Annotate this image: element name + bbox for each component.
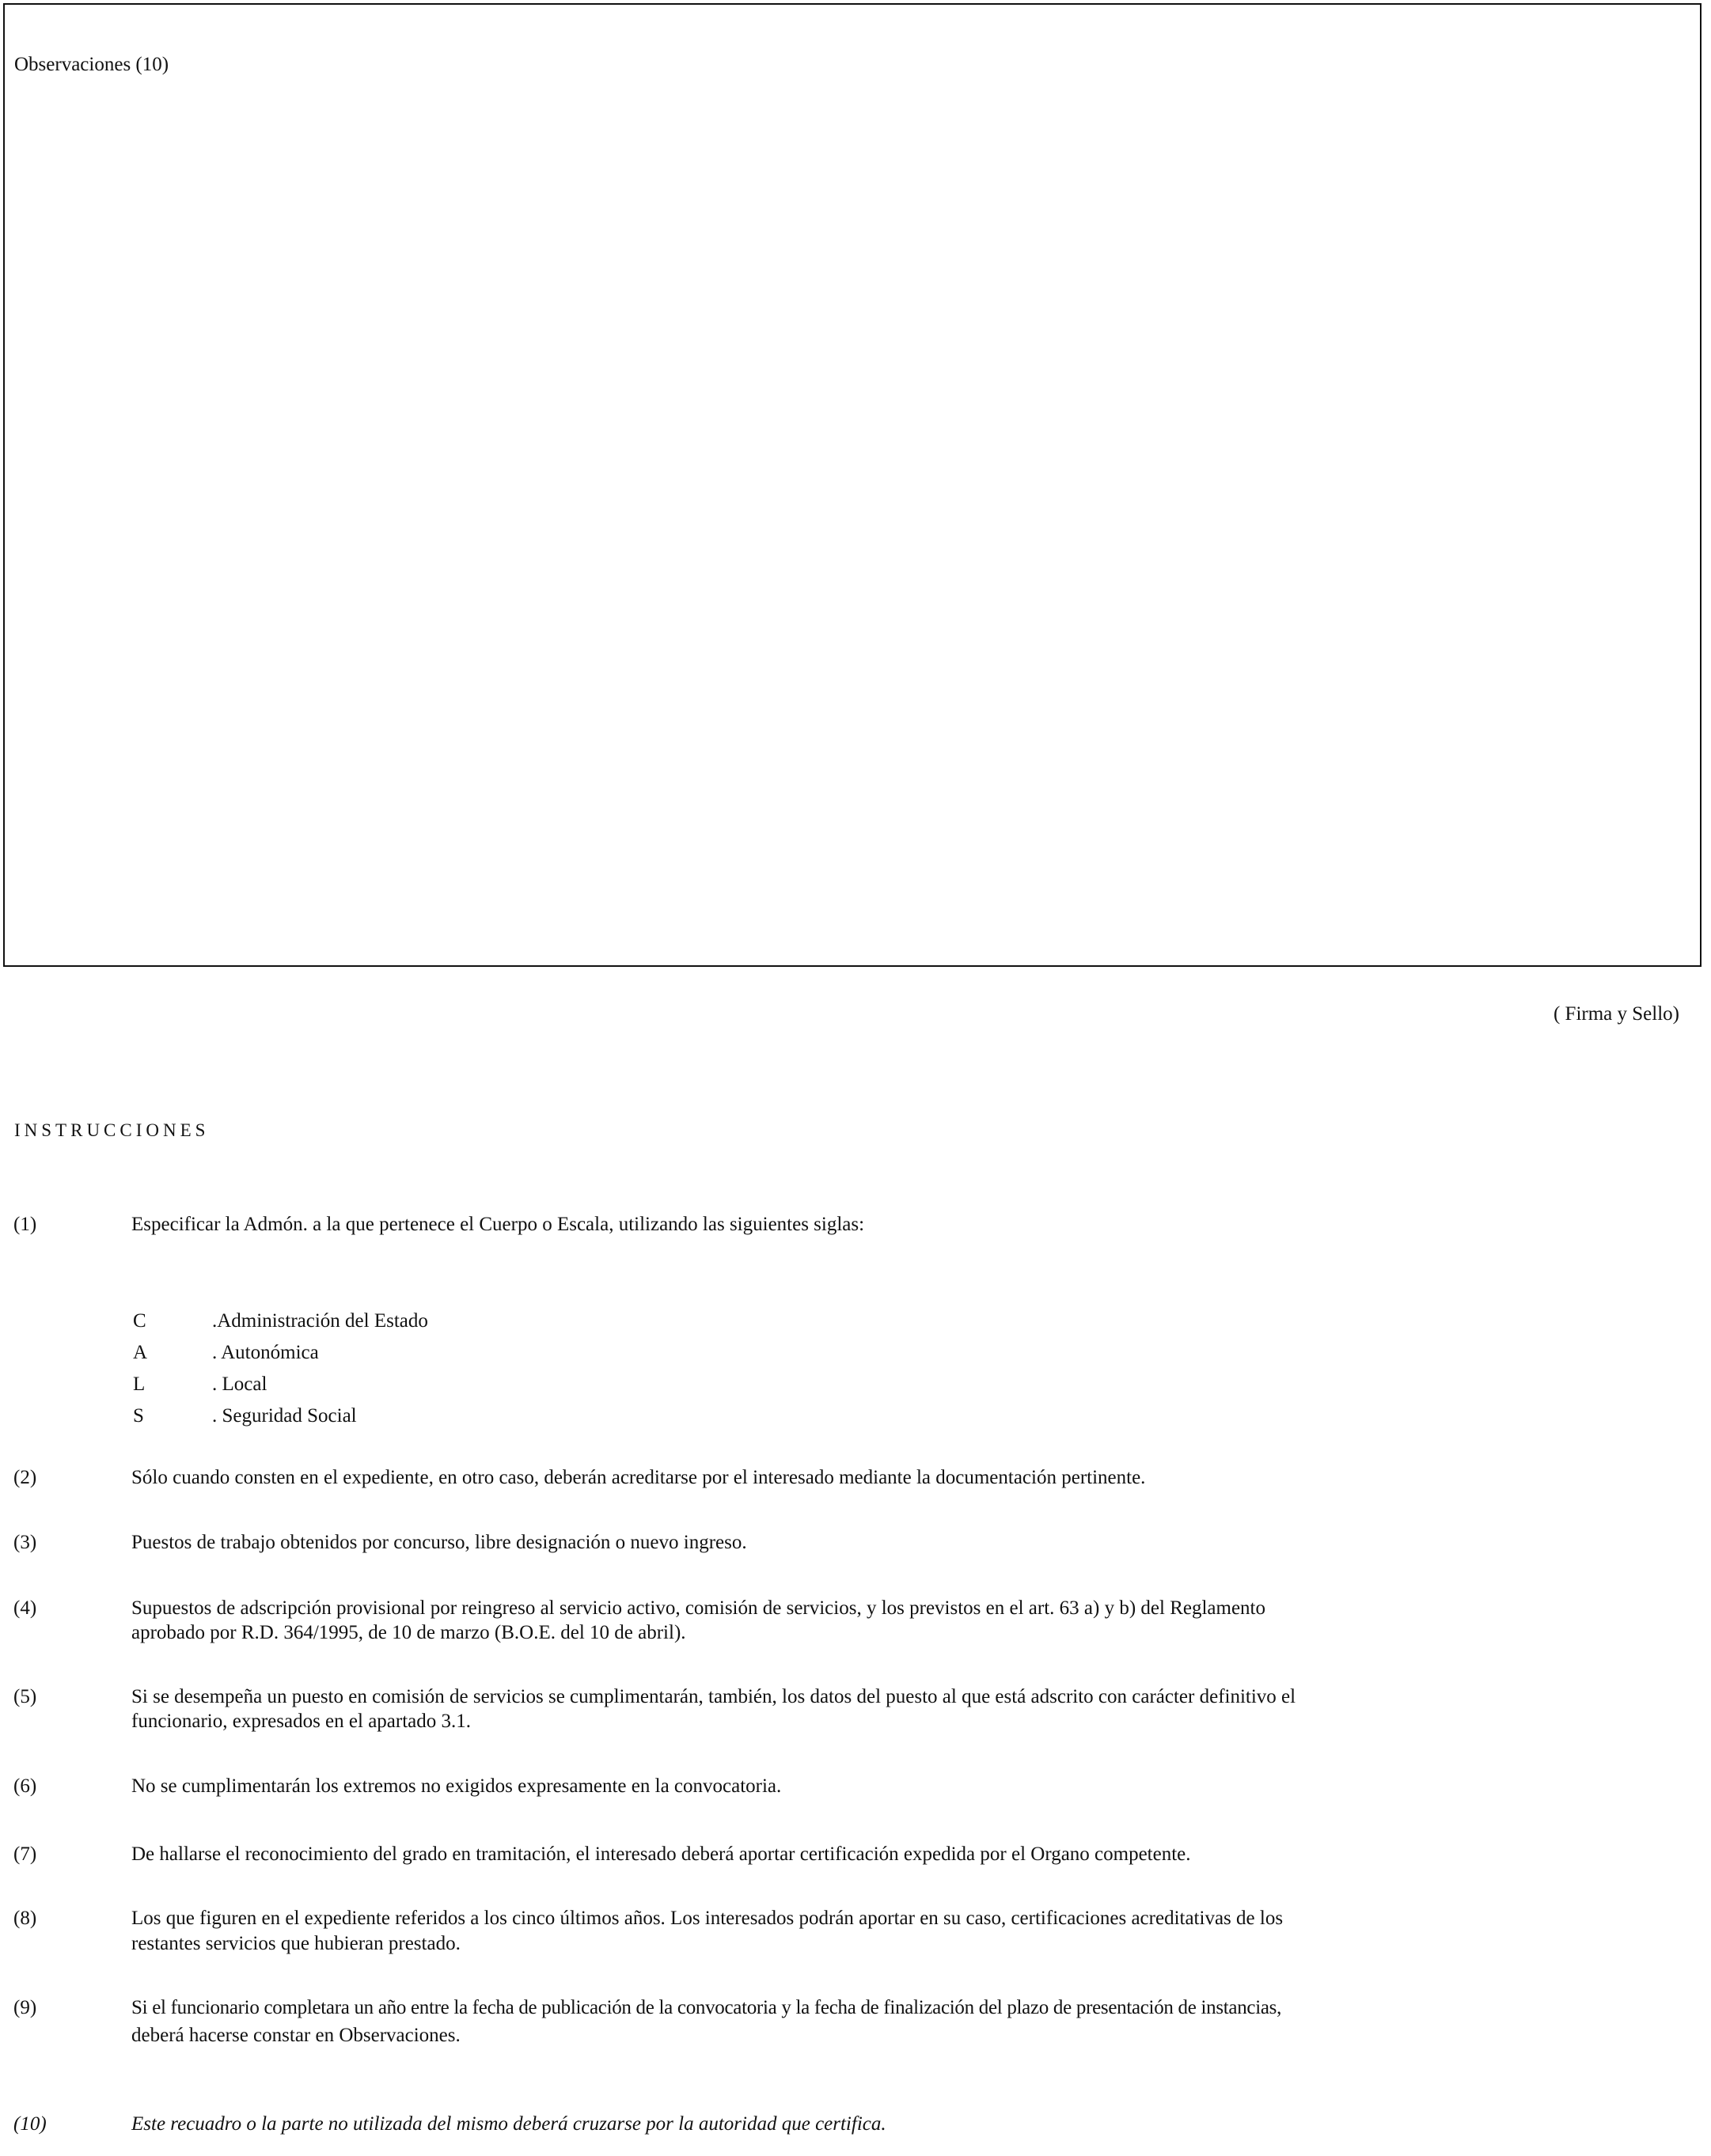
sigla-description: . Local: [212, 1374, 267, 1395]
observations-label: Observaciones (10): [14, 54, 169, 75]
instruction-number: (6): [13, 1775, 37, 1797]
instruction-text: De hallarse el reconocimiento del grado en tramitación, el interesado deberá aportar certificación expedida por el Organo competente.: [131, 1843, 1191, 1865]
sigla-code: C: [133, 1310, 146, 1332]
instruction-text: Los que figuren en el expediente referidos a los cinco últimos años. Los interesados podrán aportar en su caso, certificaciones acreditativas de los: [131, 1908, 1284, 1929]
instruction-number: (7): [13, 1843, 37, 1865]
instruction-text: funcionario, expresados en el apartado 3.1.: [131, 1711, 472, 1732]
instruction-text: deberá hacerse constar en Observaciones.: [131, 2025, 461, 2046]
instruction-text: restantes servicios que hubieran prestado.: [131, 1933, 461, 1954]
signature-label: ( Firma y Sello): [1553, 1003, 1679, 1025]
sigla-code: S: [133, 1405, 144, 1427]
sigla-code: A: [133, 1342, 148, 1363]
instruction-number: (2): [13, 1467, 37, 1488]
instruction-text: Este recuadro o la parte no utilizada del mismo deberá cruzarse por la autoridad que certifica.: [131, 2113, 886, 2135]
instruction-text: Si el funcionario completara un año entre la fecha de publicación de la convocatoria y la fecha de finalización del plazo de presentación de instancias,: [131, 1997, 1282, 2018]
instruction-number: (1): [13, 1214, 37, 1235]
instruction-text: Sólo cuando consten en el expediente, en otro caso, deberán acreditarse por el interesado mediante la documentación pertinente.: [131, 1467, 1146, 1488]
sigla-description: . Seguridad Social: [212, 1405, 357, 1427]
instruction-number: (8): [13, 1908, 37, 1929]
instruction-text: No se cumplimentarán los extremos no exigidos expresamente en la convocatoria.: [131, 1775, 782, 1797]
instruction-text: Especificar la Admón. a la que pertenece el Cuerpo o Escala, utilizando las siguientes siglas:: [131, 1214, 865, 1235]
observations-box[interactable]: [3, 3, 1702, 967]
instruction-text: Supuestos de adscripción provisional por reingreso al servicio activo, comisión de servicios, y los previstos en el art. 63 a) y b) del Reglamento: [131, 1597, 1265, 1619]
instruction-number: (3): [13, 1532, 37, 1553]
sigla-code: L: [133, 1374, 146, 1395]
instructions-title: INSTRUCCIONES: [14, 1120, 210, 1140]
instruction-number: (4): [13, 1597, 37, 1619]
instruction-text: Si se desempeña un puesto en comisión de servicios se cumplimentarán, también, los datos del puesto al que está adscrito con carácter definitivo el: [131, 1686, 1296, 1707]
instruction-number: (5): [13, 1686, 37, 1707]
instruction-number: (10): [13, 2113, 47, 2135]
instruction-text: Puestos de trabajo obtenidos por concurso, libre designación o nuevo ingreso.: [131, 1532, 747, 1553]
instruction-number: (9): [13, 1997, 37, 2018]
sigla-description: . Autonómica: [212, 1342, 319, 1363]
instruction-text: aprobado por R.D. 364/1995, de 10 de marzo (B.O.E. del 10 de abril).: [131, 1622, 686, 1643]
sigla-description: .Administración del Estado: [212, 1310, 428, 1332]
